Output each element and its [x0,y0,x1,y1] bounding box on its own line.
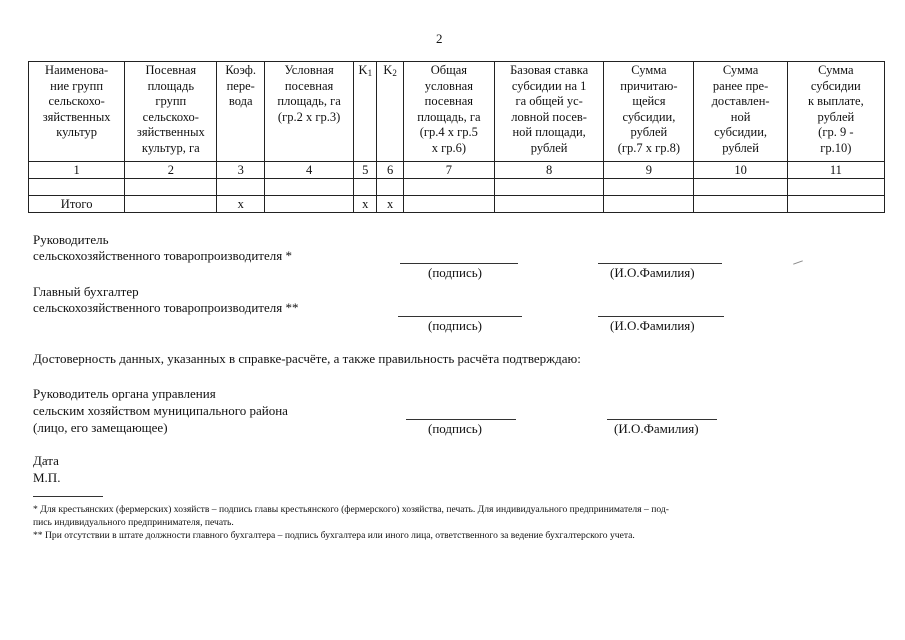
head-name-line [598,263,722,264]
chief-accountant-line1: Главный бухгалтер [33,284,139,299]
chief-name-line [598,316,724,317]
total-row [29,196,885,213]
page-number: 2 [436,31,443,46]
org-head-line2: сельским хозяйством муниципального района [33,403,288,418]
empty-cell [265,179,354,196]
empty-cell [29,179,125,196]
total-cell [604,196,694,213]
column-number: 4 [265,162,354,179]
column-number: 10 [694,162,787,179]
footnote-2: ** При отсутствии в штате должности главного бухгалтера – подпись бухгалтера или иного лица, ответственного за ведение бухгалтерского учета. [33,530,635,541]
col-header-k2: $K_2$ [377,62,403,162]
date-label: Дата [33,453,59,468]
org-head-line3: (лицо, его замещающее) [33,420,168,435]
chief-accountant-line2: сельскохозяйственного товаропроизводителя ** [33,300,299,315]
column-number: 1 [29,162,125,179]
empty-cell [125,179,217,196]
column-number: 9 [604,162,694,179]
column-number: 8 [494,162,603,179]
col-header-subsidy-due: Сумма причитаю- щейся субсидии, рублей (гр.7 х гр.8) [604,62,694,162]
total-cell [125,196,217,213]
table-header-row [29,62,885,162]
total-cell [265,196,354,213]
total-cell [403,196,494,213]
empty-cell [604,179,694,196]
total-cell [494,196,603,213]
org-name-caption: (И.О.Фамилия) [614,421,699,436]
column-number: 6 [377,162,403,179]
total-cell: x [377,196,403,213]
col-header-conditional-area: Условная посевная площадь, га (гр.2 х гр.3) [265,62,354,162]
org-head-line1: Руководитель органа управления [33,386,216,401]
org-name-line [607,419,717,420]
empty-cell [354,179,377,196]
stray-mark [793,260,803,264]
empty-cell [217,179,265,196]
col-header-crop-groups: Наименова- ние групп сельскохо- зяйственных культур [29,62,125,162]
col-header-to-pay: Сумма субсидии к выплате, рублей (гр. 9 - гр.10) [787,62,884,162]
column-number: 5 [354,162,377,179]
org-signature-line [406,419,516,420]
footnote-1-line2: пись индивидуального предпринимателя, печать. [33,517,234,528]
footnote-1-line1: * Для крестьянских (фермерских) хозяйств – подпись главы крестьянского (фермерского) хозяйства, печать. Для индивидуального предпринимателя – под- [33,504,669,515]
confirmation-statement: Достоверность данных, указанных в справке-расчёте, а также правильность расчёта подтверждаю: [33,351,581,366]
head-title-line1: Руководитель [33,232,109,247]
total-cell: x [354,196,377,213]
column-number: 7 [403,162,494,179]
total-label: Итого [29,196,125,213]
head-signature-caption: (подпись) [428,265,482,280]
chief-signature-caption: (подпись) [428,318,482,333]
empty-data-row [29,179,885,196]
column-number: 2 [125,162,217,179]
stamp-label: М.П. [33,470,61,485]
total-cell: x [217,196,265,213]
column-number-row [29,162,885,179]
column-number: 3 [217,162,265,179]
head-name-caption: (И.О.Фамилия) [610,265,695,280]
col-header-base-rate: Базовая ставка субсидии на 1 га общей ус- ловной посев- ной площади, рублей [494,62,603,162]
empty-cell [787,179,884,196]
col-header-total-conditional-area: Общая условная посевная площадь, га (гр.4 х гр.5 х гр.6) [403,62,494,162]
col-header-k1: $K_1$ [354,62,377,162]
org-signature-caption: (подпись) [428,421,482,436]
total-cell [694,196,787,213]
col-header-sown-area: Посевная площадь групп сельскохо- зяйственных культур, га [125,62,217,162]
footnote-rule [33,496,103,497]
chief-signature-line [398,316,522,317]
subsidy-table [28,61,885,213]
empty-cell [403,179,494,196]
chief-name-caption: (И.О.Фамилия) [610,318,695,333]
empty-cell [694,179,787,196]
col-header-conversion-coef: Коэф. пере- вода [217,62,265,162]
column-number: 11 [787,162,884,179]
total-cell [787,196,884,213]
head-signature-line [400,263,518,264]
empty-cell [494,179,603,196]
head-title-line2: сельскохозяйственного товаропроизводителя * [33,248,292,263]
col-header-previously-provided: Сумма ранее пре- доставлен- ной субсидии, рублей [694,62,787,162]
empty-cell [377,179,403,196]
